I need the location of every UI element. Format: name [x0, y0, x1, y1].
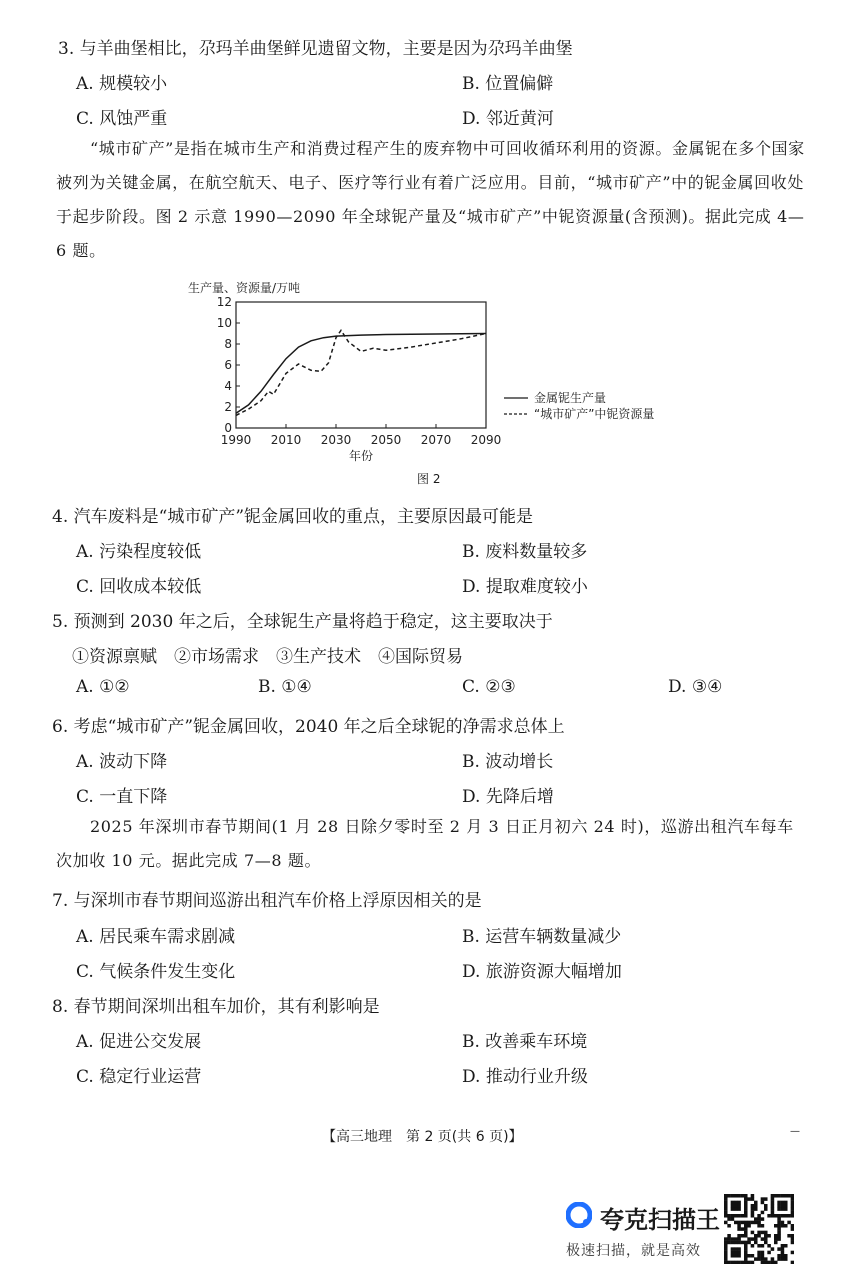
series-line-1	[236, 334, 486, 414]
figure-caption: 图 2	[417, 472, 441, 486]
q6-option-c: C. 一直下降	[76, 787, 168, 807]
q4-option-a: A. 污染程度较低	[76, 542, 202, 562]
q6-option-a: A. 波动下降	[76, 752, 168, 772]
x-axis-title: 年份	[348, 449, 374, 463]
passage-urban-mine-text: “城市矿产”是指在城市生产和消费过程产生的废弃物中可回收循环利用的资源。金属铌在多个国家被列为关键金属，在航空航天、电子、医疗等行业有着广泛应用。目前，“城市矿产”中的铌金属回收处于起步阶段。图 2 示意 1990—2090 年全球铌产量及“城市矿产”中铌资源量(含预测)。据此完成 4—6 题。	[56, 139, 805, 260]
q7-option-b: B. 运营车辆数量减少	[462, 927, 622, 947]
q3-option-b: B. 位置偏僻	[462, 74, 554, 94]
q5-items: ①资源禀赋 ②市场需求 ③生产技术 ④国际贸易	[72, 647, 463, 667]
watermark-brand: 夸克扫描王	[600, 1206, 720, 1234]
passage-urban-mine	[56, 132, 808, 268]
q8-option-d: D. 推动行业升级	[462, 1067, 588, 1087]
passage-shenzhen-taxi	[56, 810, 808, 878]
legend-label-1: 金属铌生产量	[534, 391, 607, 405]
x-tick-label: 2070	[420, 433, 452, 447]
question-4-stem: 4. 汽车废料是“城市矿产”铌金属回收的重点，主要原因最可能是	[52, 507, 534, 527]
q4-option-c: C. 回收成本较低	[76, 577, 202, 597]
x-tick-label: 2090	[470, 433, 502, 447]
footer-mark: —	[790, 1126, 800, 1137]
q5-option-b: B. ①④	[258, 677, 312, 697]
y-axis-title: 生产量、资源量/万吨	[188, 281, 301, 295]
series-line-2	[236, 330, 486, 415]
q3-option-d: D. 邻近黄河	[462, 109, 554, 129]
q5-option-a: A. ①②	[76, 677, 130, 697]
q8-option-c: C. 稳定行业运营	[76, 1067, 202, 1087]
x-tick-label: 2050	[370, 433, 402, 447]
qr-code-icon	[724, 1194, 794, 1264]
legend-label-2: “城市矿产”中铌资源量	[534, 407, 655, 421]
y-tick-label: 6	[224, 358, 232, 372]
niobium-line-chart	[180, 276, 700, 486]
question-8-stem: 8. 春节期间深圳出租车加价，其有利影响是	[52, 997, 380, 1017]
q3-option-c: C. 风蚀严重	[76, 109, 168, 129]
plot-frame	[236, 302, 486, 428]
y-tick-label: 10	[216, 316, 232, 330]
q7-option-d: D. 旅游资源大幅增加	[462, 962, 622, 982]
q7-option-a: A. 居民乘车需求剧减	[76, 927, 236, 947]
q4-option-b: B. 废料数量较多	[462, 542, 588, 562]
y-tick-label: 2	[224, 400, 232, 414]
passage-shenzhen-taxi-text: 2025 年深圳市春节期间(1 月 28 日除夕零时至 2 月 3 日正月初六 24 时)，巡游出租汽车每车次加收 10 元。据此完成 7—8 题。	[56, 817, 794, 870]
q7-option-c: C. 气候条件发生变化	[76, 962, 236, 982]
question-6-stem: 6. 考虑“城市矿产”铌金属回收，2040 年之后全球铌的净需求总体上	[52, 717, 565, 737]
y-tick-label: 12	[216, 295, 232, 309]
x-tick-label: 2030	[320, 433, 352, 447]
y-tick-label: 4	[224, 379, 232, 393]
page-footer: 【高三地理 第 2 页(共 6 页)】	[322, 1129, 523, 1145]
question-5-stem: 5. 预测到 2030 年之后，全球铌生产量将趋于稳定，这主要取决于	[52, 612, 553, 632]
q8-option-b: B. 改善乘车环境	[462, 1032, 588, 1052]
q6-option-d: D. 先降后增	[462, 787, 554, 807]
q5-option-d: D. ③④	[668, 677, 723, 697]
quark-logo-icon	[566, 1202, 592, 1228]
q6-option-b: B. 波动增长	[462, 752, 554, 772]
x-tick-label: 1990	[220, 433, 252, 447]
q8-option-a: A. 促进公交发展	[76, 1032, 202, 1052]
q4-option-d: D. 提取难度较小	[462, 577, 588, 597]
q3-option-a: A. 规模较小	[76, 74, 168, 94]
watermark-slogan: 极速扫描，就是高效	[566, 1243, 701, 1259]
q5-option-c: C. ②③	[462, 677, 516, 697]
x-tick-label: 2010	[270, 433, 302, 447]
question-7-stem: 7. 与深圳市春节期间巡游出租汽车价格上浮原因相关的是	[52, 891, 482, 911]
question-3-stem: 3. 与羊曲堡相比，尕玛羊曲堡鲜见遗留文物，主要是因为尕玛羊曲堡	[58, 39, 573, 59]
y-tick-label: 8	[224, 337, 232, 351]
y-tick-label: 0	[224, 421, 232, 435]
